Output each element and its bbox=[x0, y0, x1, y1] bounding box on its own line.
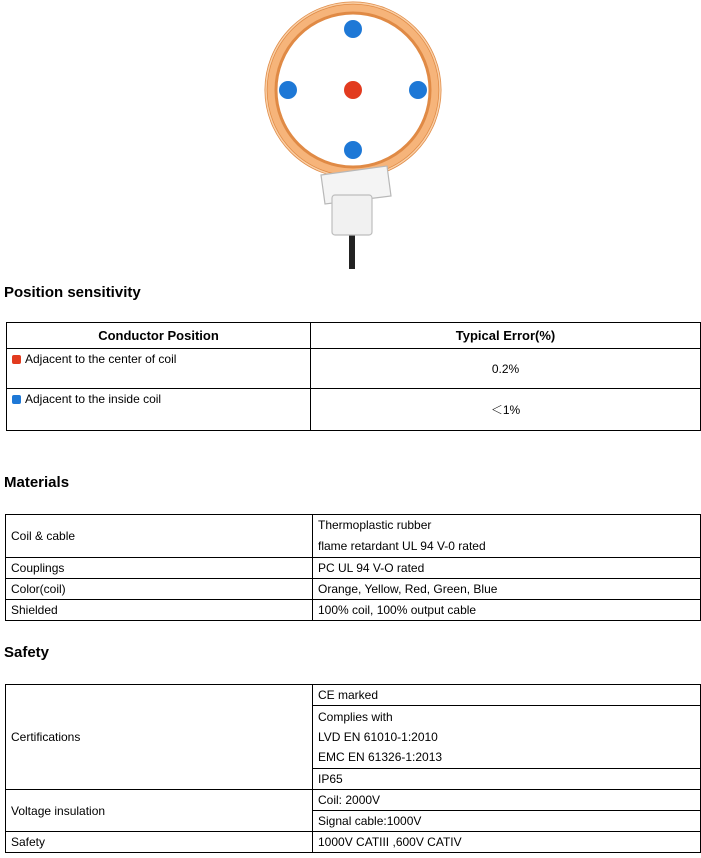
red-position-center bbox=[344, 81, 362, 99]
safety-label: Voltage insulation bbox=[6, 790, 313, 832]
position-table bbox=[6, 322, 701, 431]
table-row bbox=[6, 790, 701, 811]
materials-table bbox=[5, 514, 701, 621]
safety-value: CE marked bbox=[313, 685, 701, 706]
table-row bbox=[7, 389, 701, 431]
table-row bbox=[6, 600, 701, 621]
safety-value: Complies with bbox=[318, 710, 393, 724]
table-row bbox=[7, 349, 701, 389]
rogowski-coil-illustration bbox=[255, 0, 455, 272]
blue-position-left bbox=[279, 81, 297, 99]
error-value: ＜1% bbox=[311, 389, 701, 431]
table-row bbox=[6, 515, 701, 558]
safety-value: LVD EN 61010-1:2010 bbox=[318, 730, 438, 744]
col-header-position: Conductor Position bbox=[7, 323, 311, 349]
coupling-body bbox=[332, 195, 372, 235]
blue-position-right bbox=[409, 81, 427, 99]
material-label: Coil & cable bbox=[6, 515, 313, 558]
position-label: Adjacent to the inside coil bbox=[25, 392, 162, 406]
material-value: PC UL 94 V-O rated bbox=[313, 558, 701, 579]
safety-label: Safety bbox=[6, 832, 313, 853]
safety-value: Signal cable:1000V bbox=[313, 811, 701, 832]
table-row bbox=[6, 832, 701, 853]
safety-label: Certifications bbox=[6, 685, 313, 790]
material-label: Color(coil) bbox=[6, 579, 313, 600]
safety-title: Safety bbox=[4, 644, 50, 661]
safety-value: Coil: 2000V bbox=[313, 790, 701, 811]
table-row bbox=[6, 579, 701, 600]
table-row bbox=[6, 685, 701, 706]
material-value: flame retardant UL 94 V-0 rated bbox=[318, 539, 486, 553]
position-label: Adjacent to the center of coil bbox=[25, 352, 177, 366]
safety-value: 1000V CATIII ,600V CATIV bbox=[313, 832, 701, 853]
material-value: Orange, Yellow, Red, Green, Blue bbox=[313, 579, 701, 600]
red-marker-icon bbox=[12, 355, 21, 364]
col-header-error: Typical Error(%) bbox=[311, 323, 701, 349]
error-value: 0.2% bbox=[311, 349, 701, 389]
material-value: Thermoplastic rubber bbox=[318, 518, 432, 532]
materials-title: Materials bbox=[4, 474, 70, 491]
blue-position-top bbox=[344, 20, 362, 38]
material-label: Shielded bbox=[6, 600, 313, 621]
safety-value: EMC EN 61326-1:2013 bbox=[318, 750, 443, 764]
blue-position-bottom bbox=[344, 141, 362, 159]
position-sensitivity-title: Position sensitivity bbox=[4, 284, 141, 301]
safety-value: IP65 bbox=[313, 769, 701, 790]
material-value: 100% coil, 100% output cable bbox=[313, 600, 701, 621]
safety-table bbox=[5, 684, 701, 853]
table-row bbox=[6, 558, 701, 579]
material-label: Couplings bbox=[6, 558, 313, 579]
blue-marker-icon bbox=[12, 395, 21, 404]
